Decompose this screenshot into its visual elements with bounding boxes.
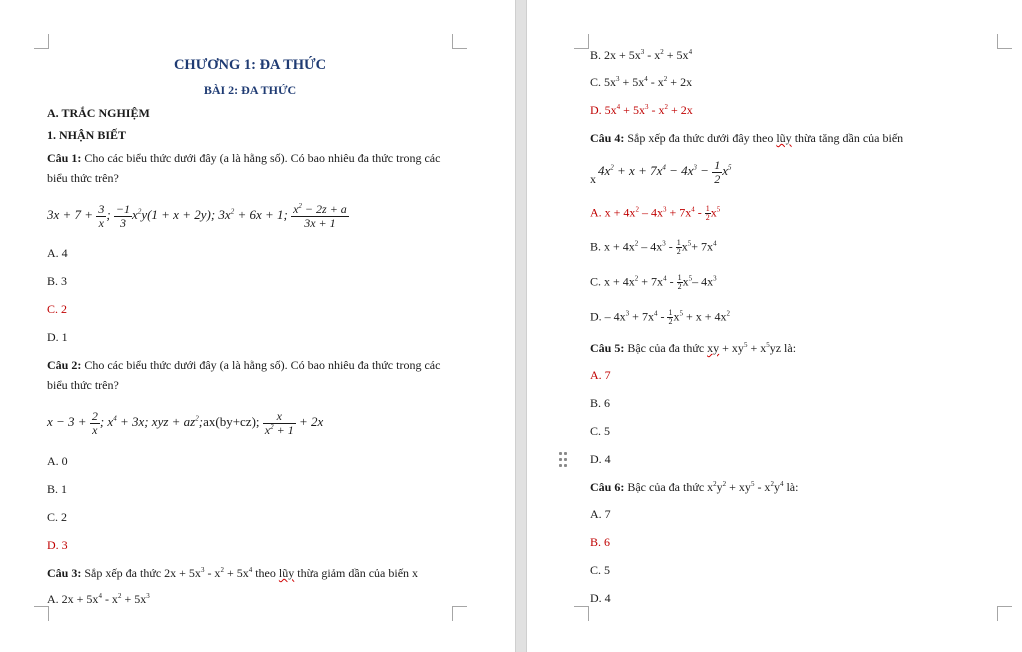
q2-option-a[interactable]: A. 0 xyxy=(47,454,68,468)
page-gutter xyxy=(515,0,527,652)
question-6-label: Câu 6: xyxy=(590,480,625,494)
question-5-label: Câu 5: xyxy=(590,341,625,355)
question-2-expressions[interactable]: x − 3 + $\frac{2}{x}$ ; $x^4 + 3x$; xyz + $az^2;ax(by+cz)$; $\frac{x}{x^2 + 1}$ + 2x xyxy=(47,408,324,437)
question-5-text[interactable]: Câu 5: Bậc của đa thức xy + $xy^5 + x^5yz$ là: xyxy=(590,341,797,355)
lesson-title[interactable]: BÀI 2: ĐA THỨC xyxy=(203,83,297,97)
q6-option-d[interactable]: D. 4 xyxy=(590,591,611,605)
paragraph-drag-handle-icon[interactable] xyxy=(559,452,567,468)
spelling-squiggle-3: xy xyxy=(707,341,720,355)
question-6-text[interactable]: Câu 6: Bậc của đa thức $x^2y^2 + xy^5 - x^2y^4$ là: xyxy=(590,480,799,494)
margin-mark-bottom-left-r xyxy=(574,606,589,621)
margin-mark-top-right xyxy=(452,34,467,49)
q3-option-b[interactable]: B. $2x + 5x^3 - x^2 + 5x^4$ xyxy=(590,48,693,62)
question-1-text[interactable] xyxy=(47,151,440,165)
spelling-squiggle-2: lũy xyxy=(776,131,792,145)
q4-option-d[interactable]: D. – $4x^3 + 7x^4$ - $\frac{1}{2}$ $x^5 + x + 4x^2$ xyxy=(590,308,730,326)
margin-mark-top-left-r xyxy=(574,34,589,49)
q5-option-d[interactable]: D. 4 xyxy=(590,452,611,466)
question-1-line1: Cho các biểu thức dưới đây (a là hằng số). Có bao nhiêu đa thức trong các xyxy=(81,151,441,165)
q4-option-a-answer[interactable]: A. $x + 4x^2 - 4x^3 + 7x^4$ - $\frac{1}{2}$ $x^5$ xyxy=(590,204,721,222)
q3-option-a[interactable]: A. $2x + 5x^4 - x^2 + 5x^3$ xyxy=(47,592,150,606)
question-4-text[interactable]: Câu 4: Sắp xếp đa thức dưới đây theo lũy thừa tăng dần của biến xyxy=(590,131,904,145)
question-2-text[interactable] xyxy=(47,358,440,372)
question-3-text[interactable]: Câu 3: Sắp xếp đa thức $2x + 5x^3 - x^2 + 5x^4$ theo lũy thừa giảm dần của biến x xyxy=(47,566,419,580)
margin-mark-bottom-left xyxy=(34,606,49,621)
margin-mark-top-right-r xyxy=(997,34,1012,49)
q1-option-d[interactable]: D. 1 xyxy=(47,330,68,344)
question-4-polynomial[interactable]: $4x^2 + x + 7x^4 - 4x^3$ − $\frac{1}{2}$ $x^5$ xyxy=(598,157,732,186)
q2-option-c[interactable]: C. 2 xyxy=(47,510,68,524)
q5-option-c[interactable]: C. 5 xyxy=(590,424,611,438)
q6-option-b-answer[interactable]: B. 6 xyxy=(590,535,611,549)
q3-option-c[interactable]: C. $5x^3 + 5x^4 - x^2 + 2x$ xyxy=(590,75,693,89)
margin-mark-bottom-right-r xyxy=(997,606,1012,621)
question-4-label: Câu 4: xyxy=(590,131,625,145)
question-1-line2[interactable]: biểu thức trên? xyxy=(47,171,119,185)
q6-option-a[interactable]: A. 7 xyxy=(590,507,611,521)
question-2-line2[interactable]: biểu thức trên? xyxy=(47,378,119,392)
q6-option-c[interactable]: C. 5 xyxy=(590,563,611,577)
question-2-line1: Cho các biểu thức dưới đây (a là hằng số). Có bao nhiêu đa thức trong các xyxy=(81,358,441,372)
question-2-label: Câu 2: xyxy=(47,358,82,372)
q3-option-d-answer[interactable]: D. $5x^4 + 5x^3 - x^2 + 2x$ xyxy=(590,103,693,117)
question-1-label: Câu 1: xyxy=(47,151,82,165)
section-heading-1[interactable]: 1. NHẬN BIẾT xyxy=(47,128,127,142)
spelling-squiggle: lũy xyxy=(278,566,295,580)
q5-option-a-answer[interactable]: A. 7 xyxy=(590,368,611,382)
document-page-right xyxy=(527,0,1022,652)
question-4-variable[interactable]: x xyxy=(590,172,596,186)
q2-option-b[interactable]: B. 1 xyxy=(47,482,68,496)
q1-option-a[interactable]: A. 4 xyxy=(47,246,68,260)
chapter-title[interactable]: CHƯƠNG 1: ĐA THỨC xyxy=(173,57,327,73)
q4-option-b[interactable]: B. $x + 4x^2 - 4x^3$ - $\frac{1}{2}$ $x^5+ 7x^4$ xyxy=(590,238,717,256)
margin-mark-bottom-right xyxy=(452,606,467,621)
q1-option-c-answer[interactable]: C. 2 xyxy=(47,302,68,316)
q5-option-b[interactable]: B. 6 xyxy=(590,396,611,410)
margin-mark-top-left xyxy=(34,34,49,49)
q2-option-d-answer[interactable]: D. 3 xyxy=(47,538,68,552)
q4-option-c[interactable]: C. $x + 4x^2 + 7x^4$ - $\frac{1}{2}$ $x^5-$ $4x^3$ xyxy=(590,273,717,291)
question-1-expressions[interactable]: 3x + 7 + $\frac{3}{x}$ ; $\frac{-1}{3}$ $x^2y(1 + x + 2y)$; $3x^2 + 6x + 1$; $\frac{x^2 - 2z + a}{3x + 1}$ xyxy=(47,201,347,230)
q1-option-b[interactable]: B. 3 xyxy=(47,274,68,288)
section-heading-a[interactable]: A. TRẮC NGHIỆM xyxy=(47,106,150,120)
question-3-label: Câu 3: xyxy=(47,566,82,580)
